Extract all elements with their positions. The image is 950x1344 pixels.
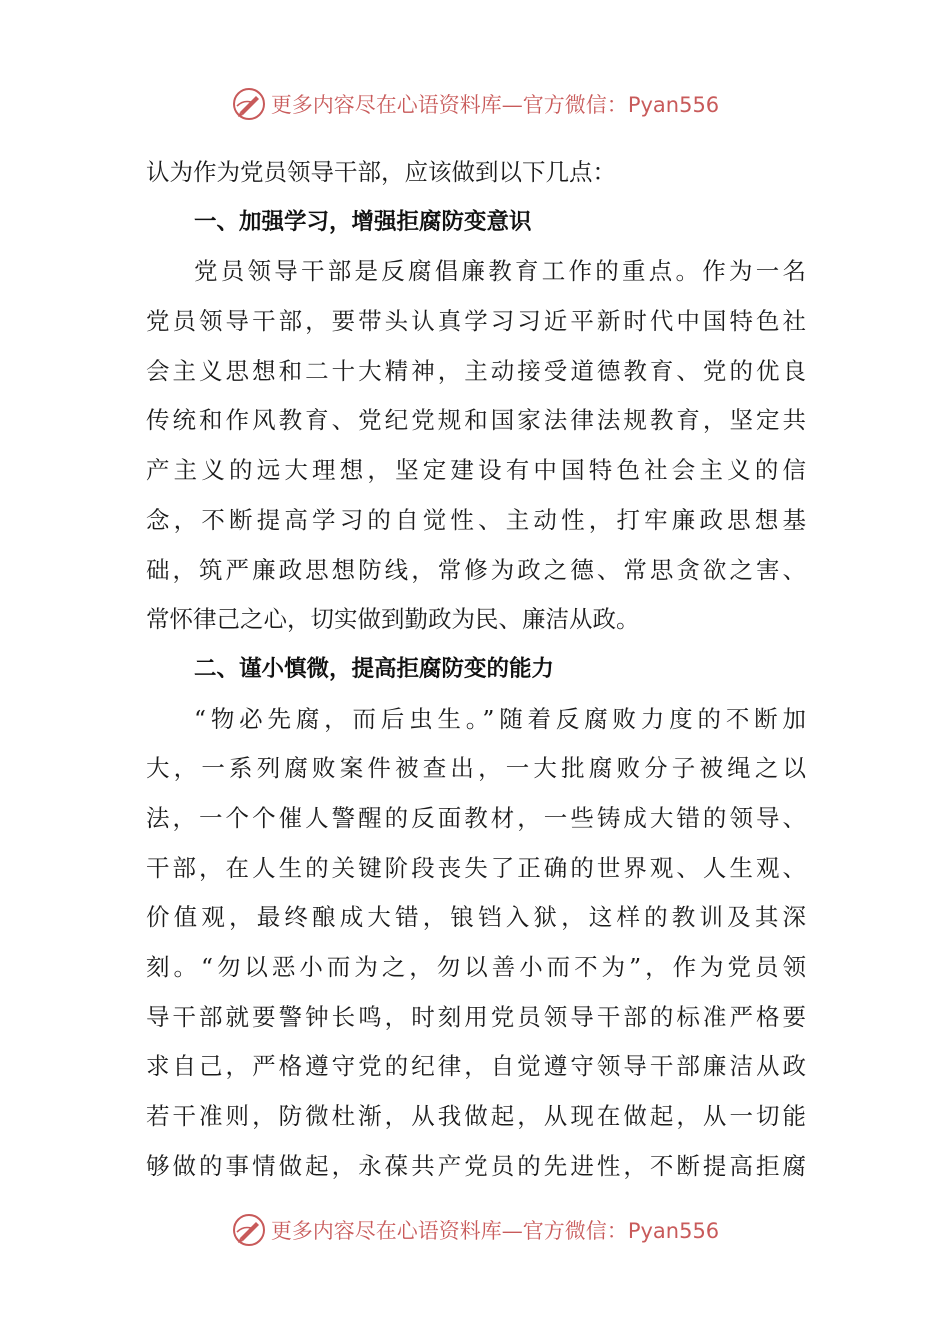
section1-line: 常怀律己之心，切实做到勤政为民、廉洁从政。 [146,605,640,634]
watermark-text [271,89,719,119]
pen-logo-icon [231,1212,267,1248]
section1-line: 产主义的远大理想，坚定建设有中国特色社会主义的信 [146,456,806,485]
intro-line: 认为作为党员领导干部，应该做到以下几点： [146,158,616,186]
watermark-banner-bottom [0,1210,950,1250]
watermark-banner-top [0,84,950,124]
document-body [146,148,806,1191]
section2-line: 大，一系列腐败案件被查出，一大批腐败分子被绳之以 [146,754,806,783]
section1-line: 党员领导干部是反腐倡廉教育工作的重点。作为一名 [194,257,806,286]
section2-heading: 二、谨小慎微，提高拒腐防变的能力 [194,655,555,682]
section1-line: 会主义思想和二十大精神，主动接受道德教育、党的优良 [146,356,806,385]
pen-logo-icon [231,86,267,122]
watermark-label: 更多内容尽在心语资料库—官方微信： [270,1219,628,1243]
section2-line: 价值观，最终酿成大错，锒铛入狱，这样的教训及其深 [146,903,806,932]
section1-line: 础，筑严廉政思想防线，常修为政之德、常思贪欲之害、 [146,555,806,584]
section2-line: 刻。“勿以恶小而为之，勿以善小而不为”，作为党员领 [146,953,806,981]
section2-line: 求自己，严格遵守党的纪律，自觉遵守领导干部廉洁从政 [146,1052,806,1081]
section2-line: 法，一个个催人警醒的反面教材，一些铸成大错的领导、 [146,803,806,832]
section2-line: 导干部就要警钟长鸣，时刻用党员领导干部的标准严格要 [146,1002,806,1031]
watermark-wechat-id: Pyan556 [627,93,720,117]
section2-line: 干部，在人生的关键阶段丧失了正确的世界观、人生观、 [146,853,806,882]
section2-line: 若干准则，防微杜渐，从我做起，从现在做起，从一切能 [146,1102,806,1131]
section1-line: 传统和作风教育、党纪党规和国家法律法规教育，坚定共 [146,406,806,435]
watermark-label: 更多内容尽在心语资料库—官方微信： [270,93,628,117]
section1-heading: 一、加强学习，增强拒腐防变意识 [194,208,532,235]
section2-line: 够做的事情做起，永葆共产党员的先进性，不断提高拒腐 [146,1151,806,1180]
watermark-wechat-id: Pyan556 [627,1219,720,1243]
section2-line: “物必先腐，而后虫生。”随着反腐败力度的不断加 [194,704,806,733]
section1-line: 念，不断提高学习的自觉性、主动性，打牢廉政思想基 [146,505,806,534]
watermark-text [271,1215,719,1245]
section1-line: 党员领导干部，要带头认真学习习近平新时代中国特色社 [146,307,806,336]
